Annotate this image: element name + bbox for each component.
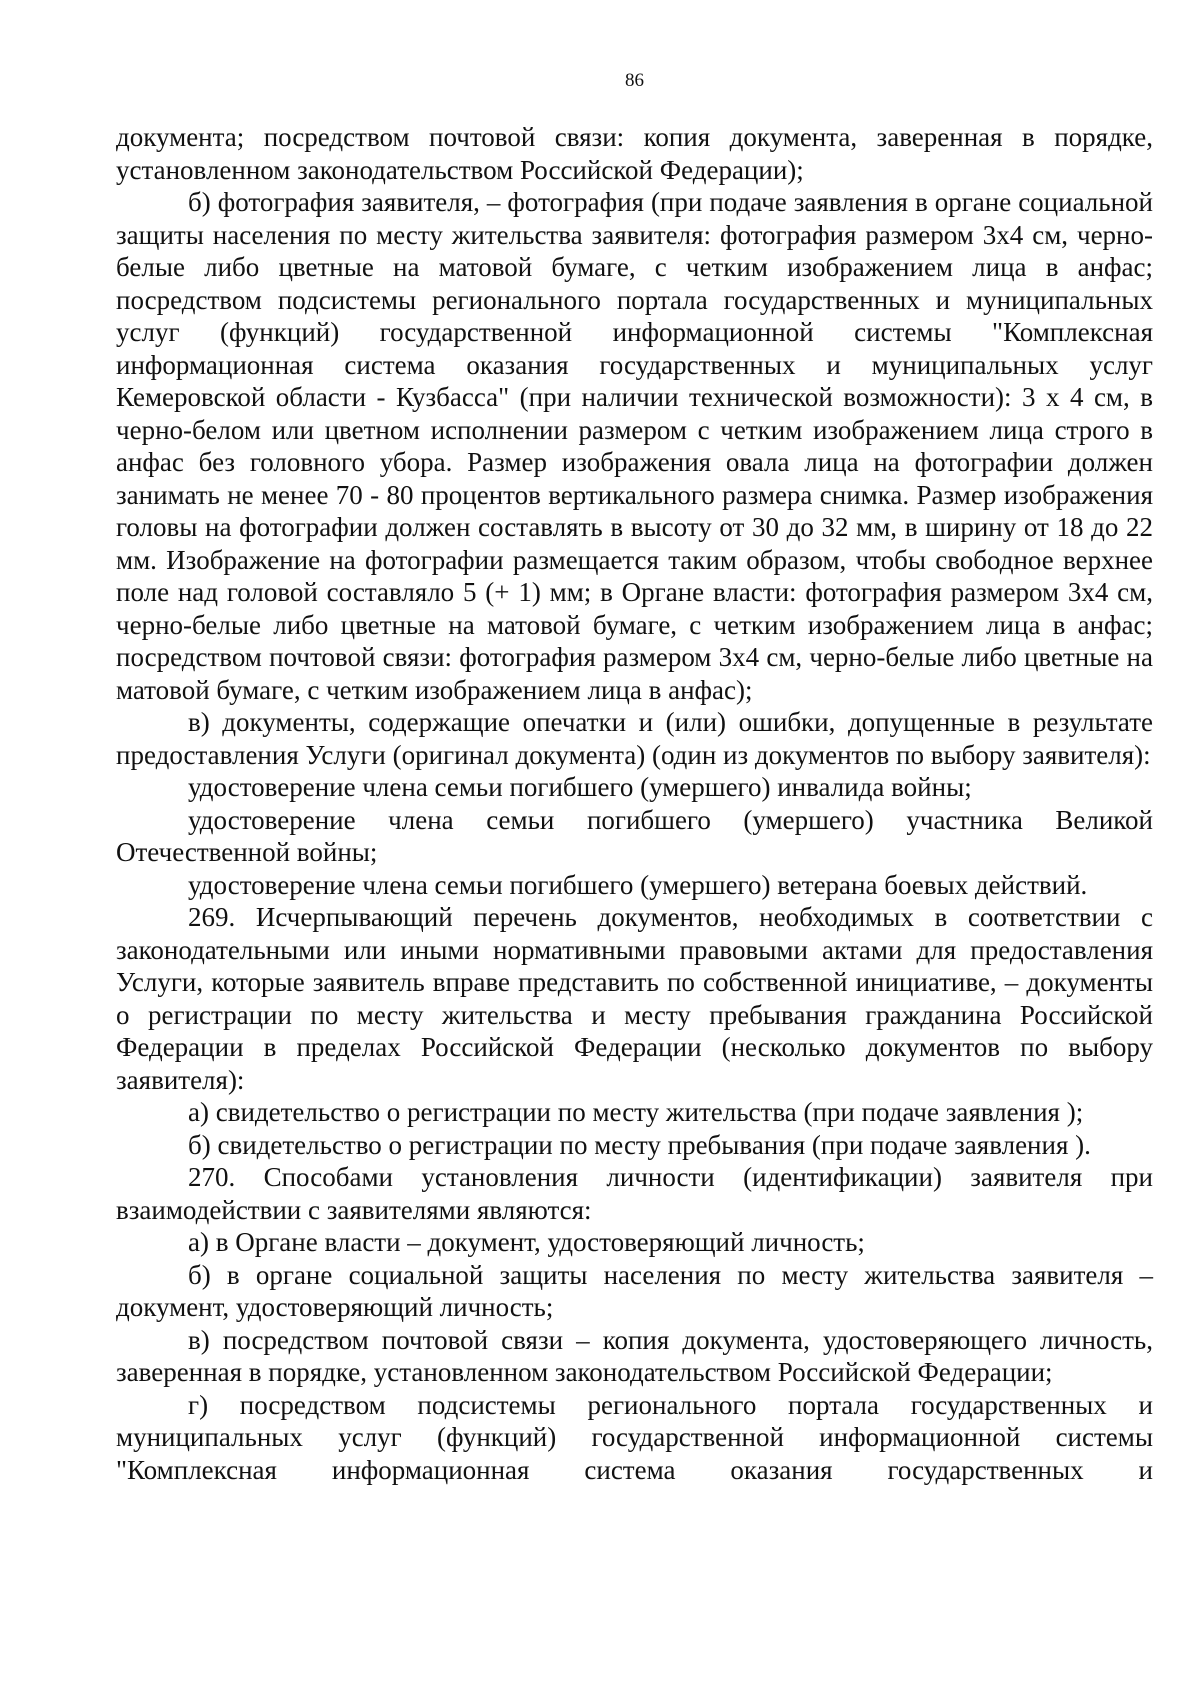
paragraph: б) фотография заявителя, – фотография (при подаче заявления в органе социальной защиты населения по месту жительства заявителя: фотография размером 3х4 см, черно-белые либо цветные на матовой бумаге, с четким изображением лица в анфас; посредством подсистемы регионального портала государственных и муниципальных услуг (функций) государственной информационной системы "Комплексная информационная система оказания государственных и муниципальных услуг Кемеровской области - Кузбасса" (при наличии технической возможности): 3 х 4 см, в черно-белом или цветном исполнении размером с четким изображением лица строго в анфас без головного убора. Размер изображения овала лица на фотографии должен занимать не менее 70 - 80 процентов вертикального размера снимка. Размер изображения головы на фотографии должен составлять в высоту от 30 до 32 мм, в ширину от 18 до 22 мм. Изображение на фотографии размещается таким образом, чтобы свободное верхнее поле над головой составляло 5 (+ 1) мм; в Органе власти: фотография размером 3х4 см, черно-белые либо цветные на матовой бумаге, с четким изображением лица в анфас; посредством почтовой связи: фотография размером 3х4 см, черно-белые либо цветные на матовой бумаге, с четким изображением лица в анфас); xyxy=(116,187,1153,705)
paragraph: в) документы, содержащие опечатки и (или) ошибки, допущенные в результате предоставления Услуги (оригинал документа) (один из документов по выбору заявителя): xyxy=(116,707,1153,770)
paragraph: а) в Органе власти – документ, удостоверяющий личность; xyxy=(188,1227,865,1257)
paragraph: 270. Способами установления личности (идентификации) заявителя при взаимодействии с заявителями являются: xyxy=(116,1162,1153,1225)
paragraph: в) посредством почтовой связи – копия документа, удостоверяющего личность, заверенная в порядке, установленном законодательством Российской Федерации; xyxy=(116,1324,1153,1387)
paragraph: б) в органе социальной защиты населения по месту жительства заявителя – документ, удостоверяющий личность; xyxy=(116,1259,1153,1322)
paragraph: б) свидетельство о регистрации по месту пребывания (при подаче заявления ). xyxy=(188,1129,1091,1160)
paragraph: 269. Исчерпывающий перечень документов, необходимых в соответствии с законодательными или иными нормативными правовыми актами для предоставления Услуги, которые заявитель вправе представить по собственной инициативе, – документы о регистрации по месту жительства и месту пребывания гражданина Российской Федерации в пределах Российской Федерации (несколько документов по выбору заявителя): xyxy=(116,902,1153,1095)
paragraph: документа; посредством почтовой связи: копия документа, заверенная в порядке, установленном законодательством Российской Федерации); xyxy=(116,122,1153,185)
paragraph: г) посредством подсистемы регионального портала государственных и муниципальных услуг (функций) государственной информационной системы "Комплексная информационная система оказания государственных и xyxy=(116,1389,1153,1485)
paragraph: удостоверение члена семьи погибшего (умершего) участника Великой Отечественной войны; xyxy=(116,804,1153,867)
paragraph: а) свидетельство о регистрации по месту жительства (при подаче заявления ); xyxy=(188,1097,1084,1127)
paragraph: удостоверение члена семьи погибшего (умершего) инвалида войны; xyxy=(188,772,972,802)
document-body xyxy=(116,121,1153,1486)
paragraph: удостоверение члена семьи погибшего (умершего) ветерана боевых действий. xyxy=(188,869,1088,900)
page-number: 86 xyxy=(625,70,644,91)
